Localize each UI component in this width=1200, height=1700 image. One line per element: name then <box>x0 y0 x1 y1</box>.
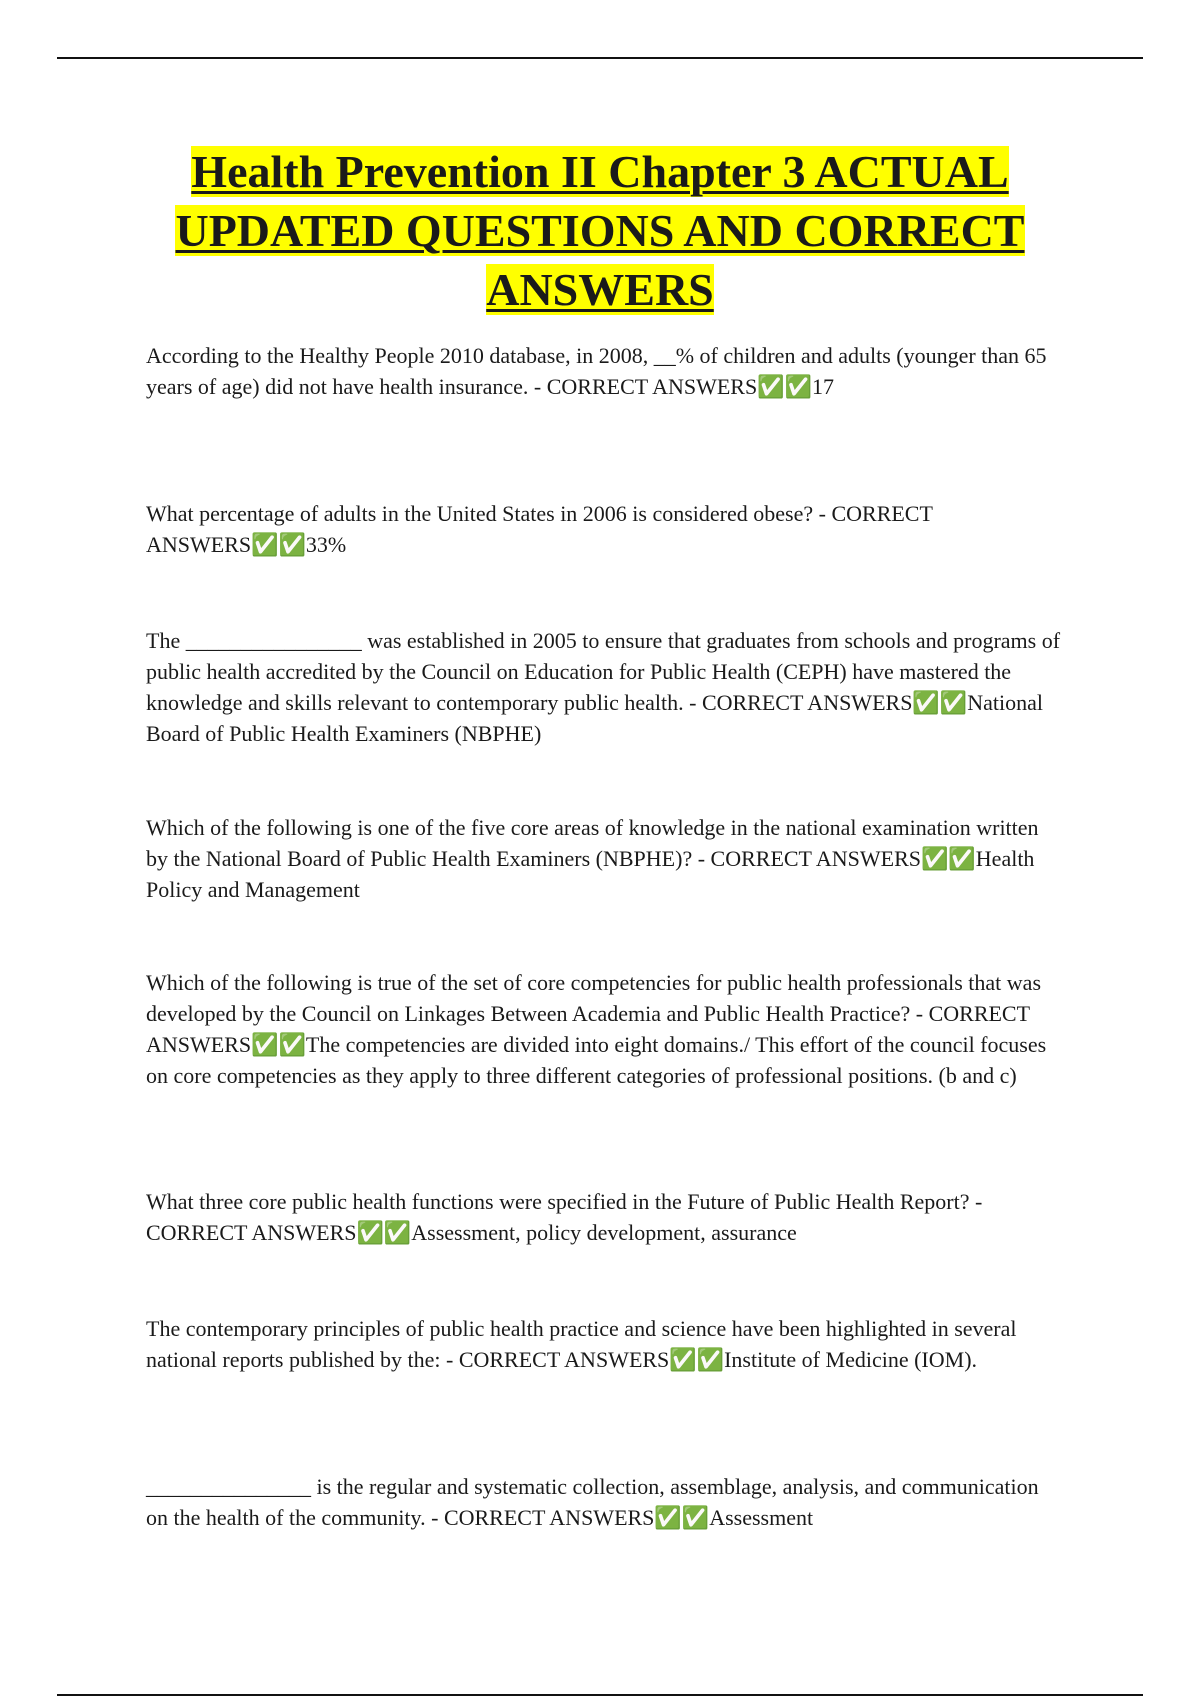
qa-item: The contemporary principles of public health practice and science have been highlighted in several national reports published by the: - CORRECT ANSWERS✅✅Institute of Medicine (IOM). <box>146 1316 1017 1372</box>
qa-item: What percentage of adults in the United States in 2006 is considered obese? - CORRECT ANSWERS✅✅33% <box>146 501 933 557</box>
qa-item: The ________________ was established in 2005 to ensure that graduates from schools and programs of public health accredited by the Council on Education for Public Health (CEPH) have mastered the knowledge and skills relevant to contemporary public health. - CORRECT ANSWERS✅✅National Board of Public Health Examiners (NBPHE) <box>146 628 1061 746</box>
qa-item: _______________ is the regular and systematic collection, assemblage, analysis, and communication on the health of the community. - CORRECT ANSWERS✅✅Assessment <box>146 1474 1039 1530</box>
document-title-text: Health Prevention II Chapter 3 ACTUAL UPDATED QUESTIONS AND CORRECT ANSWERS <box>175 146 1025 315</box>
footer-rule <box>57 1694 1143 1696</box>
qa-item: Which of the following is true of the set of core competencies for public health professionals that was developed by the Council on Linkages Between Academia and Public Health Practice? - CORRECT ANSWERS✅✅The competencies are divided into eight domains./ This effort of the council focuses on core competencies as they apply to three different categories of professional positions. (b and c) <box>146 970 1047 1088</box>
header-rule <box>57 57 1143 59</box>
qa-item: According to the Healthy People 2010 database, in 2008, __% of children and adults (younger than 65 years of age) did not have health insurance. - CORRECT ANSWERS✅✅17 <box>146 343 1047 399</box>
qa-item: What three core public health functions were specified in the Future of Public Health Report? - CORRECT ANSWERS✅✅Assessment, policy development, assurance <box>146 1189 983 1245</box>
document-title <box>100 142 1100 319</box>
qa-item: Which of the following is one of the five core areas of knowledge in the national examination written by the National Board of Public Health Examiners (NBPHE)? - CORRECT ANSWERS✅✅Health Policy and Management <box>146 815 1039 902</box>
